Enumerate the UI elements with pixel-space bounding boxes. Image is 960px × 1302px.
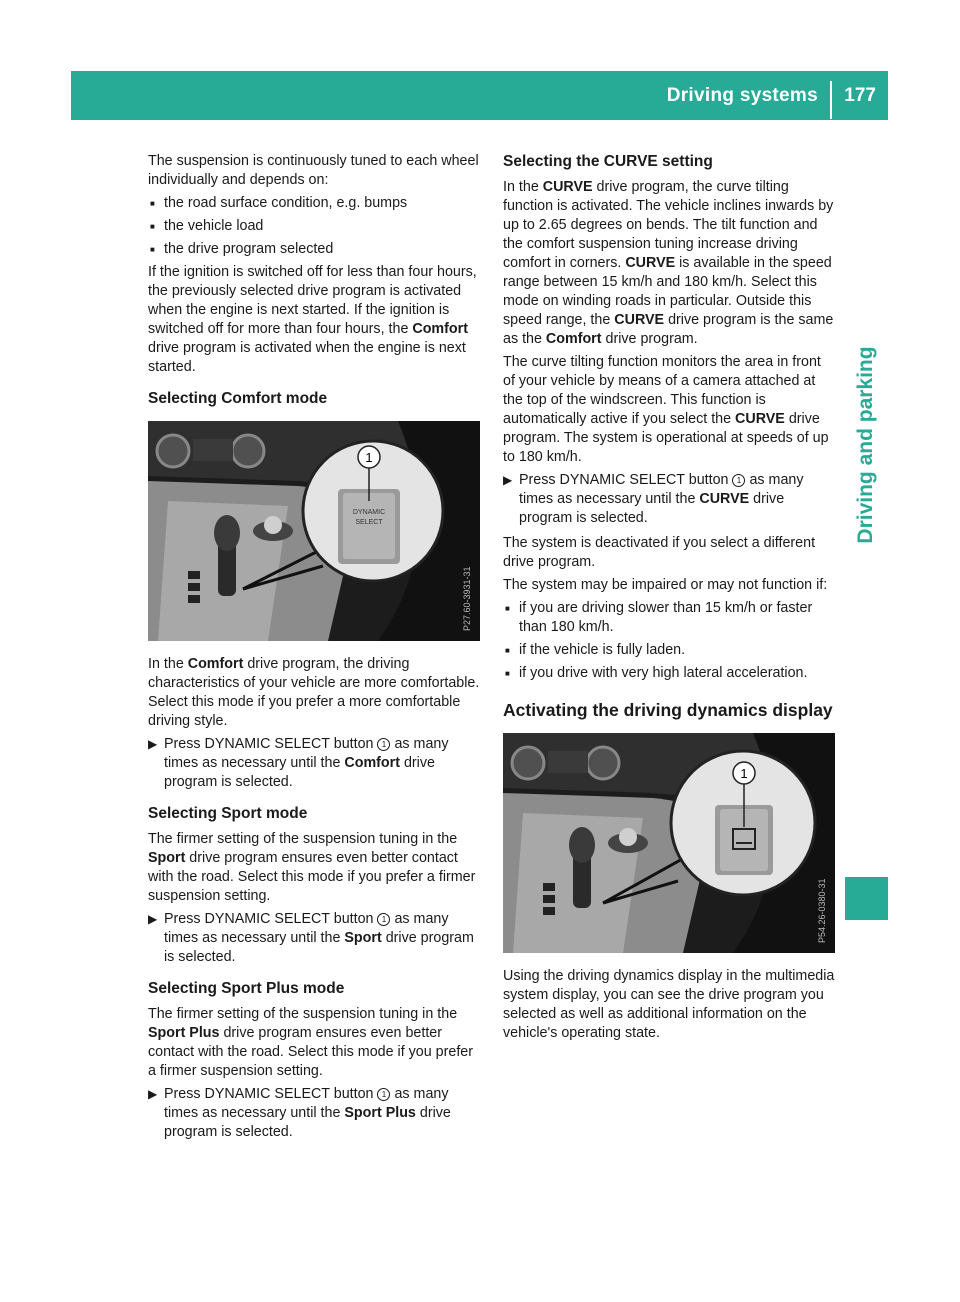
header-divider — [830, 81, 832, 119]
figure-code: P54.26-0380-31 — [817, 878, 827, 943]
section-title: Driving systems — [666, 85, 818, 106]
left-column — [148, 152, 483, 1148]
heading-driving-dynamics: Activating the driving dynamics display — [503, 700, 833, 720]
arrow-icon: ▶ — [503, 473, 513, 487]
intro-paragraph: The suspension is continuously tuned to each wheel individually and depends on: — [148, 153, 479, 188]
sport-paragraph: The firmer setting of the suspension tuning in the Sport drive program ensures even better contact with the road. Select this mode if you prefer a firmer suspension setting. — [148, 831, 476, 904]
sport-step: ▶ Press DYNAMIC SELECT button 1 as many times as necessary until the Sport drive program is selected. — [148, 911, 474, 965]
right-column — [503, 152, 835, 1047]
chapter-tab-label: Driving and parking — [854, 346, 877, 544]
callout-number-icon: 1 — [377, 738, 390, 751]
list-item: ■ if the vehicle is fully laden. — [503, 641, 835, 660]
heading-sport: Selecting Sport mode — [148, 805, 308, 822]
impaired-paragraph: The system may be impaired or may not function if: — [503, 577, 828, 593]
curve-paragraph: In the CURVE drive program, the curve tilting function is activated. The vehicle inclines inwards by up to 2.65 degrees on bends. The tilt function and the comfort suspension tuning increase driving comfort in corners. CURVE is available in the speed range between 15 km/h and 180 km/h. Select this mode on winding roads in particular. Outside this speed range, the CURVE drive program is the same as the Comfort drive program. — [503, 179, 834, 347]
comfort-paragraph: In the Comfort drive program, the driving characteristics of your vehicle are more comfortable. Select this mode if you prefer a more comfortable driving style. — [148, 656, 480, 729]
arrow-icon: ▶ — [148, 737, 158, 751]
arrow-icon: ▶ — [148, 912, 158, 926]
button-label: DYNAMIC — [352, 509, 386, 516]
curve-step: ▶ Press DYNAMIC SELECT button 1 as many times as necessary until the CURVE drive program is selected. — [503, 472, 804, 526]
heading-sport-plus: Selecting Sport Plus mode — [148, 980, 345, 997]
list-item: ■ the drive program selected — [148, 240, 483, 259]
driving-dynamics-photo — [503, 733, 835, 953]
dependency-list — [148, 194, 483, 259]
figure-callout: 1 — [740, 766, 748, 781]
page-number: 177 — [844, 85, 876, 106]
chapter-marker — [845, 877, 888, 920]
list-item: ■ if you drive with very high lateral acceleration. — [503, 664, 835, 683]
page-header — [71, 71, 888, 120]
comfort-step: ▶ Press DYNAMIC SELECT button 1 as many times as necessary until the Comfort drive program is selected. — [148, 736, 449, 790]
heading-curve: Selecting the CURVE setting — [503, 153, 713, 170]
sport-plus-step: ▶ Press DYNAMIC SELECT button 1 as many times as necessary until the Sport Plus drive program is selected. — [148, 1086, 451, 1140]
callout-number-icon: 1 — [732, 474, 745, 487]
list-item: ■ the vehicle load — [148, 217, 483, 236]
chapter-tab — [845, 300, 888, 590]
figure-callout: 1 — [365, 450, 373, 465]
list-item: ■ if you are driving slower than 15 km/h or faster than 180 km/h. — [503, 599, 835, 637]
impairment-list — [503, 599, 835, 683]
curve-camera-paragraph: The curve tilting function monitors the area in front of your vehicle by means of a camera attached at the top of the windscreen. This function is automatically active if you select the CURVE drive program. The system is operational at speeds of up to 180 km/h. — [503, 354, 829, 465]
button-label: SELECT — [355, 519, 383, 526]
sport-plus-paragraph: The firmer setting of the suspension tuning in the Sport Plus drive program ensures even better contact with the road. Select this mode if you prefer a firmer suspension setting. — [148, 1006, 474, 1079]
arrow-icon: ▶ — [148, 1087, 158, 1101]
callout-number-icon: 1 — [377, 1088, 390, 1101]
ignition-paragraph: If the ignition is switched off for less than four hours, the previously selected drive program is activated when the engine is next started. If the ignition is switched off for more than four hours, the Comfort drive program is activated when the engine is next started. — [148, 264, 477, 375]
heading-comfort: Selecting Comfort mode — [148, 390, 328, 407]
list-item: ■ the road surface condition, e.g. bumps — [148, 194, 483, 213]
callout-number-icon: 1 — [377, 913, 390, 926]
deactivation-paragraph: The system is deactivated if you select a different drive program. — [503, 535, 816, 570]
display-paragraph: Using the driving dynamics display in the multimedia system display, you can see the drive program you selected as well as additional information on the vehicle's operating state. — [503, 968, 835, 1041]
figure-code: P27.60-3931-31 — [462, 566, 472, 631]
dynamic-select-photo — [148, 421, 480, 641]
